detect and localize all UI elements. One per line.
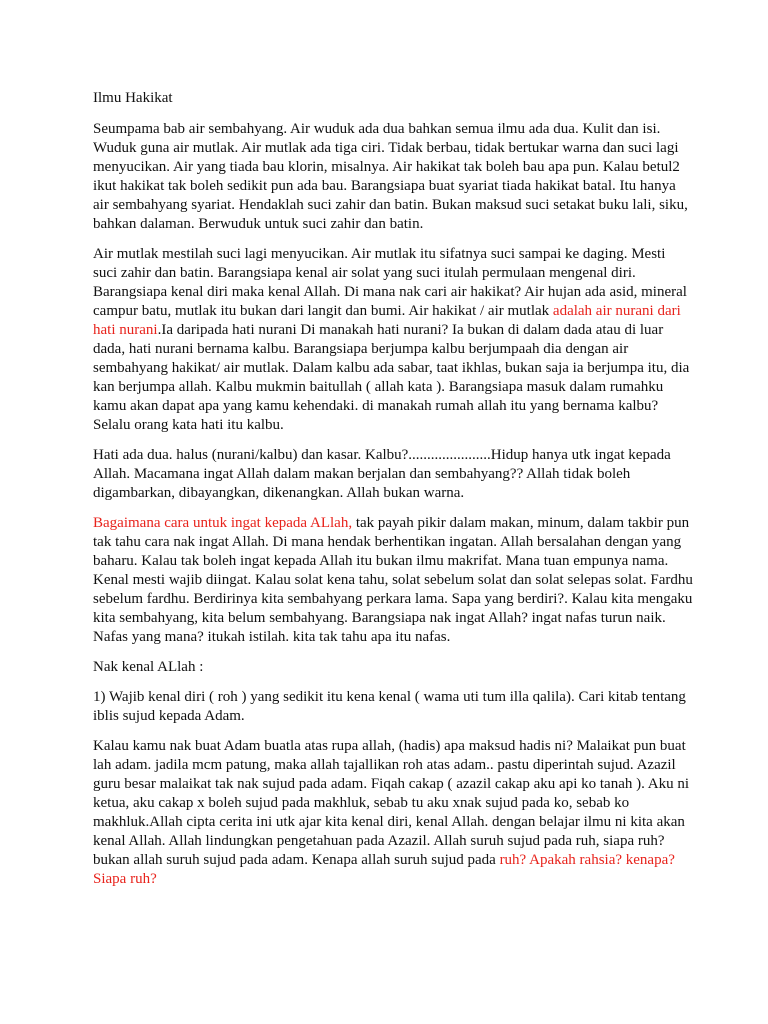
document-body [93, 120, 708, 889]
text-run: Kalau kamu nak buat Adam buatla atas rupa allah, (hadis) apa maksud hadis ni? Malaikat pun buat lah adam. jadila mcm patung, maka allah tajallikan roh atas adam.. pastu diperintah sujud. Azazil guru besar malaikat tak nak sujud pada adam. Fiqah cakap ( azazil cakap aku api ko tanah ). Aku ni ketua, aku cakap x boleh sujud pada makhluk, sebab tu aku xnak sujud pada ko, sebab ko makhluk.Allah cipta cerita ini utk ajar kita kenal diri, kenal Allah. dengan belajar ilmu ni kita akan kenal Allah. Allah lindungkan pengetahuan pada Azazil. Allah suruh sujud pada ruh, siapa ruh? bukan allah suruh sujud pada adam. Kenapa allah suruh sujud pada [93, 738, 690, 868]
text-run: .Ia daripada hati nurani Di manakah hati nurani? Ia bukan di dalam dada atau di luar dada, hati nurani bernama kalbu. Barangsiapa berjumpa kalbu berjumpaah dia dengan air sembahyang hakikat/ air mutlak. Dalam kalbu ada sabar, taat ikhlas, bukan saja ia berjumpa itu, dia kan berjumpa allah. Kalbu mukmin baitullah ( allah kata ). Barangsiapa masuk dalam rumahku kamu akan dapat apa yang kamu kehendaki. di manakah rumah allah itu yang bernama kalbu? Selalu orang kata hati itu kalbu. [93, 322, 690, 433]
paragraph [93, 658, 693, 677]
paragraph [93, 514, 693, 647]
paragraph [93, 737, 693, 889]
paragraph [93, 688, 693, 726]
document-title: Ilmu Hakikat [93, 90, 173, 106]
highlighted-text: Bagaimana cara untuk ingat kepada ALlah, [93, 515, 353, 531]
text-run: Air mutlak mestilah suci lagi menyucikan. Air mutlak itu sifatnya suci sampai ke daging. Mesti suci zahir dan batin. Barangsiapa kenal air solat yang suci itulah permulaan mengenal diri. Barangsiapa kenal diri maka kenal Allah. Di mana nak cari air hakikat? Air hujan ada asid, mineral campur batu, mutlak itu bukan dari langit dan bumi. Air hakikat / air mutlak [93, 246, 687, 319]
paragraph [93, 446, 693, 503]
highlighted-text: ruh? Apakah rahsia? kenapa? Siapa ruh? [93, 852, 675, 887]
text-run: 1) Wajib kenal diri ( roh ) yang sedikit itu kena kenal ( wama uti tum illa qalila). Cari kitab tentang iblis sujud kepada Adam. [93, 689, 686, 724]
text-run: Seumpama bab air sembahyang. Air wuduk ada dua bahkan semua ilmu ada dua. Kulit dan isi. Wuduk guna air mutlak. Air mutlak ada tiga ciri. Tidak berbau, tidak bertukar warna dan suci lagi menyucikan. Air yang tiada bau klorin, misalnya. Air hakikat tak boleh bau apa pun. Kalau betul2 ikut hakikat tak boleh sedikit pun ada bau. Barangsiapa buat syariat tiada hakikat batal. Itu hanya air sembahyang syariat. Hendaklah suci zahir dan batin. Bukan maksud suci setakat buku lali, siku, bahkan dalaman. Berwuduk untuk suci zahir dan batin. [93, 121, 688, 232]
paragraph [93, 245, 693, 435]
text-run: tak payah pikir dalam makan, minum, dalam takbir pun tak tahu cara nak ingat Allah. Di mana hendak berhentikan ingatan. Allah bersalahan dengan yang baharu. Kalau tak boleh ingat kepada Allah itu bukan ilmu makrifat. Mana tuan empunya nama. Kenal mesti wajib diingat. Kalau solat kena tahu, solat sebelum solat dan solat selepas solat. Fardhu sebelum fardhu. Berdirinya kita sembahyang perkara lama. Sapa yang berdiri?. Kalau kita mengaku kita sembahyang, kita belum sembahyang. Barangsiapa nak ingat Allah? ingat nafas turun naik. Nafas yang mana? itukah istilah. kita tak tahu apa itu nafas. [93, 515, 693, 645]
paragraph [93, 120, 693, 234]
highlighted-text: adalah air nurani dari hati nurani [93, 303, 681, 338]
text-run: Hati ada dua. halus (nurani/kalbu) dan kasar. Kalbu?......................Hidup hanya utk ingat kepada Allah. Macamana ingat Allah dalam makan berjalan dan sembahyang?? Allah tidak boleh digambarkan, dibayangkan, dikenangkan. Allah bukan warna. [93, 447, 671, 501]
text-run: Nak kenal ALlah : [93, 659, 204, 675]
